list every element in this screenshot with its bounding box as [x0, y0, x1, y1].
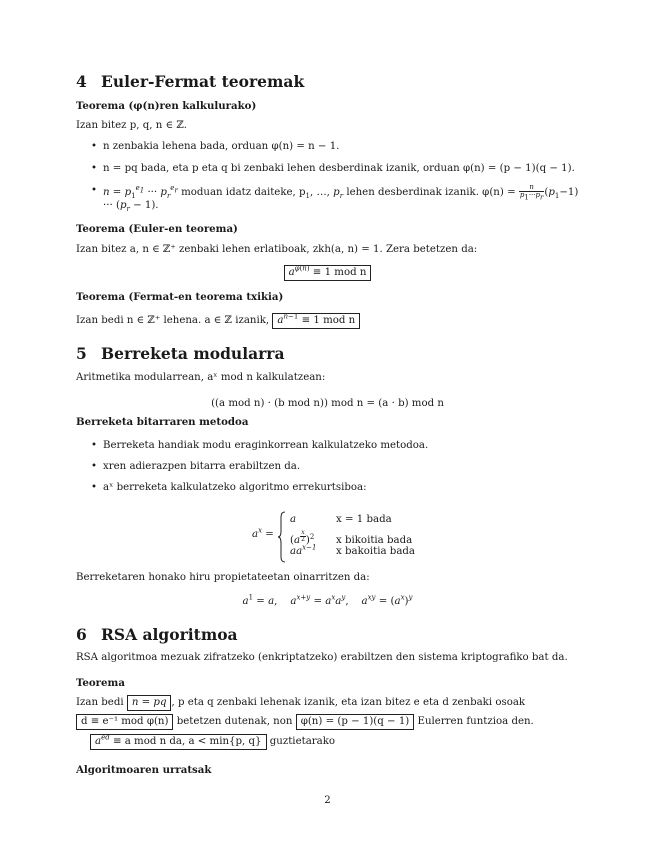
rsa-intro: RSA algoritmoa mezuak zifratzeko (enkriptatzeko) erabiltzen den sistema kriptografiko bat da. — [76, 652, 568, 663]
theorem-euler-body: Izan bitez a, n ∈ ℤ⁺ zenbaki lehen erlatiboak, zkh(a, n) = 1. Zera betetzen da: — [76, 244, 478, 255]
binary-method-title: Berreketa bitarraren metodoa — [76, 416, 249, 428]
boxed-formula: $a^{\varphi(n)} \equiv 1$ mod n — [284, 265, 372, 281]
modular-intro: Aritmetika modularrean, aˣ mod n kalkulatzean: — [76, 372, 326, 383]
page-number: 2 — [324, 795, 331, 806]
theorem-phi-intro: Izan bitez p, q, n ∈ ℤ. — [76, 120, 188, 131]
bullet-text: xren adierazpen bitarra erabiltzen da. — [103, 461, 301, 472]
euler-formula — [0, 265, 655, 281]
theorem-euler-title: Teorema (Euler-en teorema) — [76, 223, 238, 235]
theorem-fermat-title: Teorema (Fermat-en teorema txikia) — [76, 291, 284, 303]
algorithm-steps-title: Algoritmoaren urratsak — [76, 764, 212, 776]
modular-formula: ((a mod n) · (b mod n)) mod n = (a · b) mod n — [211, 398, 444, 409]
bullet-icon: • — [91, 141, 98, 152]
case-row: a x = 1 bada — [290, 514, 392, 525]
boxed-formula: φ(n) = (p − 1)(q − 1) — [296, 714, 415, 730]
section-title: Berreketa modularra — [101, 344, 285, 363]
theorem-phi-title: Teorema (φ(n)ren kalkulurako) — [76, 100, 257, 112]
rsa-theorem-title: Teorema — [76, 677, 125, 689]
case-row: $aa^{x-1}$ x bakoitia bada — [290, 543, 415, 557]
left-brace-icon — [277, 511, 287, 563]
section-6-heading — [76, 625, 580, 644]
rsa-theorem-line-2: d ≡ e⁻¹ mod φ(n) betetzen dutenak, non φ(n) = (p − 1)(q − 1) Eulerren funtzioa den. — [76, 714, 580, 730]
bullet-text: $n = p_1^{e_1}$ ··· $p_r^{e_r}$ moduan idatz daiteke, $p_1$, …, $p_r$ lehen desberdinak izanik. φ(n) = $\frac{n}{p_1\cdot\cdot\cdot p_r}$ $(p_1-1)$ ··· $(p_r - 1)$. — [103, 183, 579, 213]
bullet-text: n = pq bada, eta p eta q bi zenbaki lehen desberdinak izanik, orduan φ(n) = (p − 1)(q − 1). — [103, 163, 575, 174]
bullet-icon: • — [91, 461, 98, 472]
section-title: RSA algoritmoa — [101, 625, 238, 644]
cases-lhs: $a^x$ = — [252, 526, 274, 540]
bullet-icon: • — [91, 482, 98, 493]
boxed-formula: $a^{ed} \equiv a$ mod n da, a < min{p, q} — [90, 734, 267, 750]
theorem-fermat-body: Izan bedi n ∈ ℤ⁺ lehena. a ∈ ℤ izanik, $a^{n-1} \equiv 1$ mod n — [76, 313, 580, 329]
bullet-icon: • — [91, 163, 98, 174]
bullet-text: Berreketa handiak modu eraginkorrean kalkulatzeko metodoa. — [103, 440, 429, 451]
properties-intro: Berreketaren honako hiru propietateetan oinarritzen da: — [76, 572, 370, 583]
bullet-icon: • — [91, 185, 98, 196]
bullet-text: n zenbakia lehena bada, orduan φ(n) = n − 1. — [103, 141, 340, 152]
bullet-icon: • — [91, 440, 98, 451]
section-number: 4 — [76, 72, 87, 91]
boxed-formula: d ≡ e⁻¹ mod φ(n) — [76, 714, 173, 730]
section-number: 6 — [76, 625, 87, 644]
bullet-text: aˣ berreketa kalkulatzeko algoritmo errekurtsiboa: — [103, 482, 367, 493]
section-number: 5 — [76, 344, 87, 363]
section-4-heading — [76, 72, 580, 91]
fraction: $\frac{n}{p_1\cdot\cdot\cdot p_r}$ — [519, 183, 544, 202]
boxed-formula: $a^{n-1} \equiv 1$ mod n — [272, 313, 360, 329]
rsa-theorem-line-3: $a^{ed} \equiv a$ mod n da, a < min{p, q} guztietarako — [90, 734, 594, 750]
section-title: Euler-Fermat teoremak — [101, 72, 305, 91]
power-properties: $a^1 = a$, $a^{x+y} = a^xa^y$, $a^{xy} = (a^x)^y$ — [242, 593, 413, 607]
case-row: (a $^{\frac{x}{2}}$ )$^2$ x bikoitia bada — [290, 529, 413, 547]
recursive-power-definition — [252, 511, 452, 563]
section-5-heading — [76, 344, 580, 363]
rsa-theorem-line-1: Izan bedi n = pq , p eta q zenbaki lehenak izanik, eta izan bitez e eta d zenbaki osoak — [76, 695, 580, 711]
boxed-formula: n = pq — [127, 695, 172, 711]
